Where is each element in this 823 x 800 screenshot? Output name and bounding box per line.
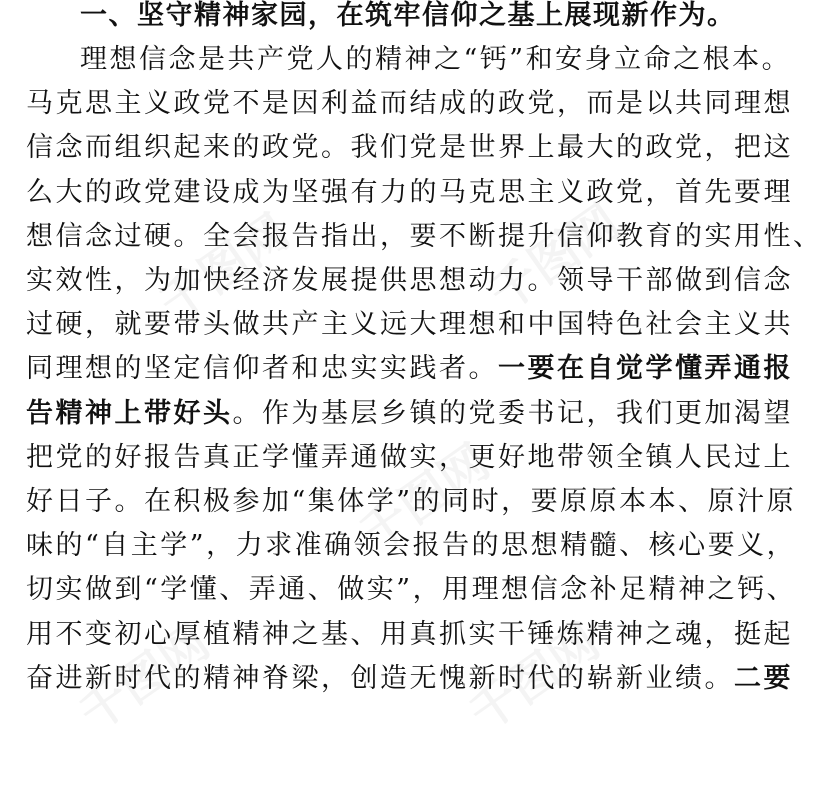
paragraph-line: 理想信念是共产党人的精神之“钙”和安身立命之根本。	[80, 44, 792, 75]
paragraph-line: 信念而组织起来的政党。我们党是世界上最大的政党，把这	[26, 132, 793, 164]
bold-key-point: 一要在自觉学懂弄通报	[498, 353, 793, 385]
paragraph-line: 用不变初心厚植精神之基、用真抓实干锤炼精神之魂，挺起	[26, 618, 793, 650]
paragraph-line	[26, 392, 793, 436]
paragraph-line: 过硬，就要带头做共产主义远大理想和中国特色社会主义共	[26, 309, 793, 341]
watermark-text: 千图网	[69, 613, 220, 743]
bold-key-point: 二要	[734, 662, 793, 694]
paragraph-line: 味的“自主学”，力求准确领会报告的思想精髓、核心要义，	[26, 530, 797, 562]
paragraph-line: 把党的好报告真正学懂弄通做实，更好地带领全镇人民过上	[26, 441, 793, 473]
paragraph-line: 切实做到“学懂、弄通、做实”，用理想信念补足精神之钙、	[26, 574, 797, 606]
paragraph-line: 好日子。在积极参加“集体学”的同时，要原原本本、原汁原	[26, 486, 797, 518]
plain-text: 奋进新时代的精神脊梁，创造无愧新时代的崭新业绩。	[26, 662, 734, 694]
paragraph-line: 么大的政党建设成为坚强有力的马克思主义政党，首先要理	[26, 176, 793, 208]
watermark-text: 千图网	[349, 433, 500, 563]
bold-key-point: 告精神上带好头	[26, 397, 233, 429]
watermark-text: 千图网	[479, 193, 630, 323]
paragraph-line: 实效性，为加快经济发展提供思想动力。领导干部做到信念	[26, 265, 793, 297]
paragraph-line	[26, 347, 793, 391]
watermark-text: 千图网	[459, 613, 610, 743]
plain-text: 。作为基层乡镇的党委书记，我们更加渴望	[232, 397, 793, 429]
watermark-text: 千图网	[149, 203, 300, 333]
document-body	[26, 0, 823, 701]
plain-text: 同理想的坚定信仰者和忠实实践者。	[26, 353, 498, 385]
paragraph-line: 马克思主义政党不是因利益而结成的政党，而是以共同理想	[26, 88, 793, 120]
section-heading: 一、坚守精神家园，在筑牢信仰之基上展现新作为。	[80, 0, 736, 31]
paragraph-line: 想信念过硬。全会报告指出，要不断提升信仰教育的实用性、	[26, 220, 823, 252]
paragraph-line	[26, 657, 793, 701]
